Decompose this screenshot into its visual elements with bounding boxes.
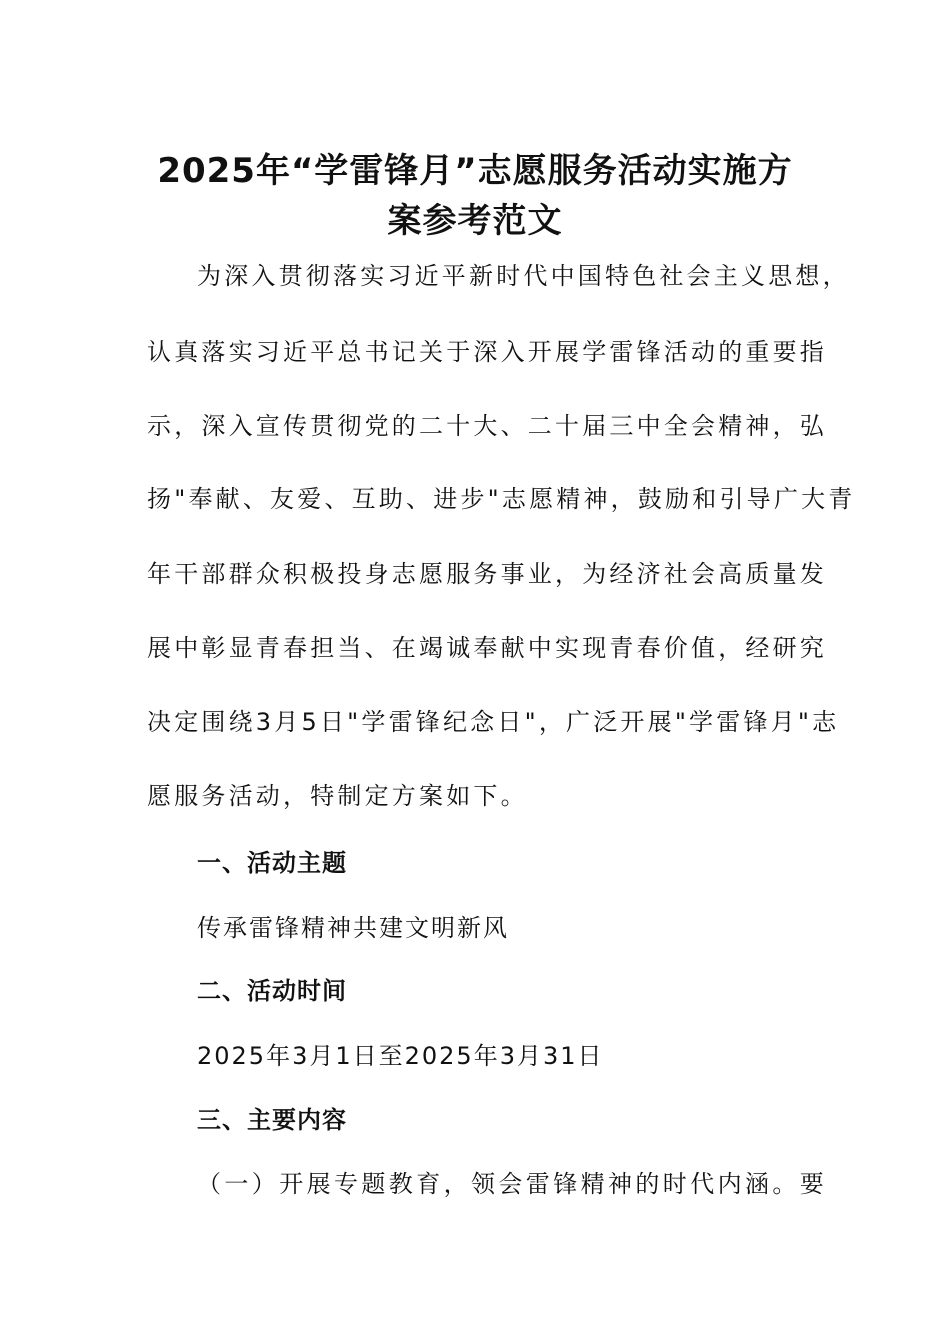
title-line-1: 2025年“学雷锋月”志愿服务活动实施方: [157, 151, 793, 191]
intro-line: 决定围绕3月5日"学雷锋纪念日"，广泛开展"学雷锋月"志: [147, 708, 840, 736]
section-heading-content: 三、主要内容: [197, 1106, 347, 1134]
intro-line: 示，深入宣传贯彻党的二十大、二十届三中全会精神，弘: [147, 412, 827, 440]
intro-line: 年干部群众积极投身志愿服务事业，为经济社会高质量发: [147, 560, 827, 588]
intro-line: 愿服务活动，特制定方案如下。: [147, 782, 528, 810]
title-line-2: 案参考范文: [387, 201, 563, 241]
content-first-line: （一）开展专题教育，领会雷锋精神的时代内涵。要: [197, 1170, 828, 1198]
document-title: [120, 146, 830, 246]
time-text: 2025年3月1日至2025年3月31日: [197, 1042, 604, 1070]
intro-line: 扬"奉献、友爱、互助、进步"志愿精神，鼓励和引导广大青: [147, 485, 856, 513]
section-heading-theme: 一、活动主题: [197, 849, 347, 877]
section-heading-time: 二、活动时间: [197, 977, 347, 1005]
intro-line: 认真落实习近平总书记关于深入开展学雷锋活动的重要指: [147, 338, 827, 366]
intro-line: 展中彰显青春担当、在竭诚奉献中实现青春价值，经研究: [147, 634, 827, 662]
intro-line: 为深入贯彻落实习近平新时代中国特色社会主义思想，: [197, 262, 850, 290]
theme-text: 传承雷锋精神共建文明新风: [197, 914, 509, 942]
